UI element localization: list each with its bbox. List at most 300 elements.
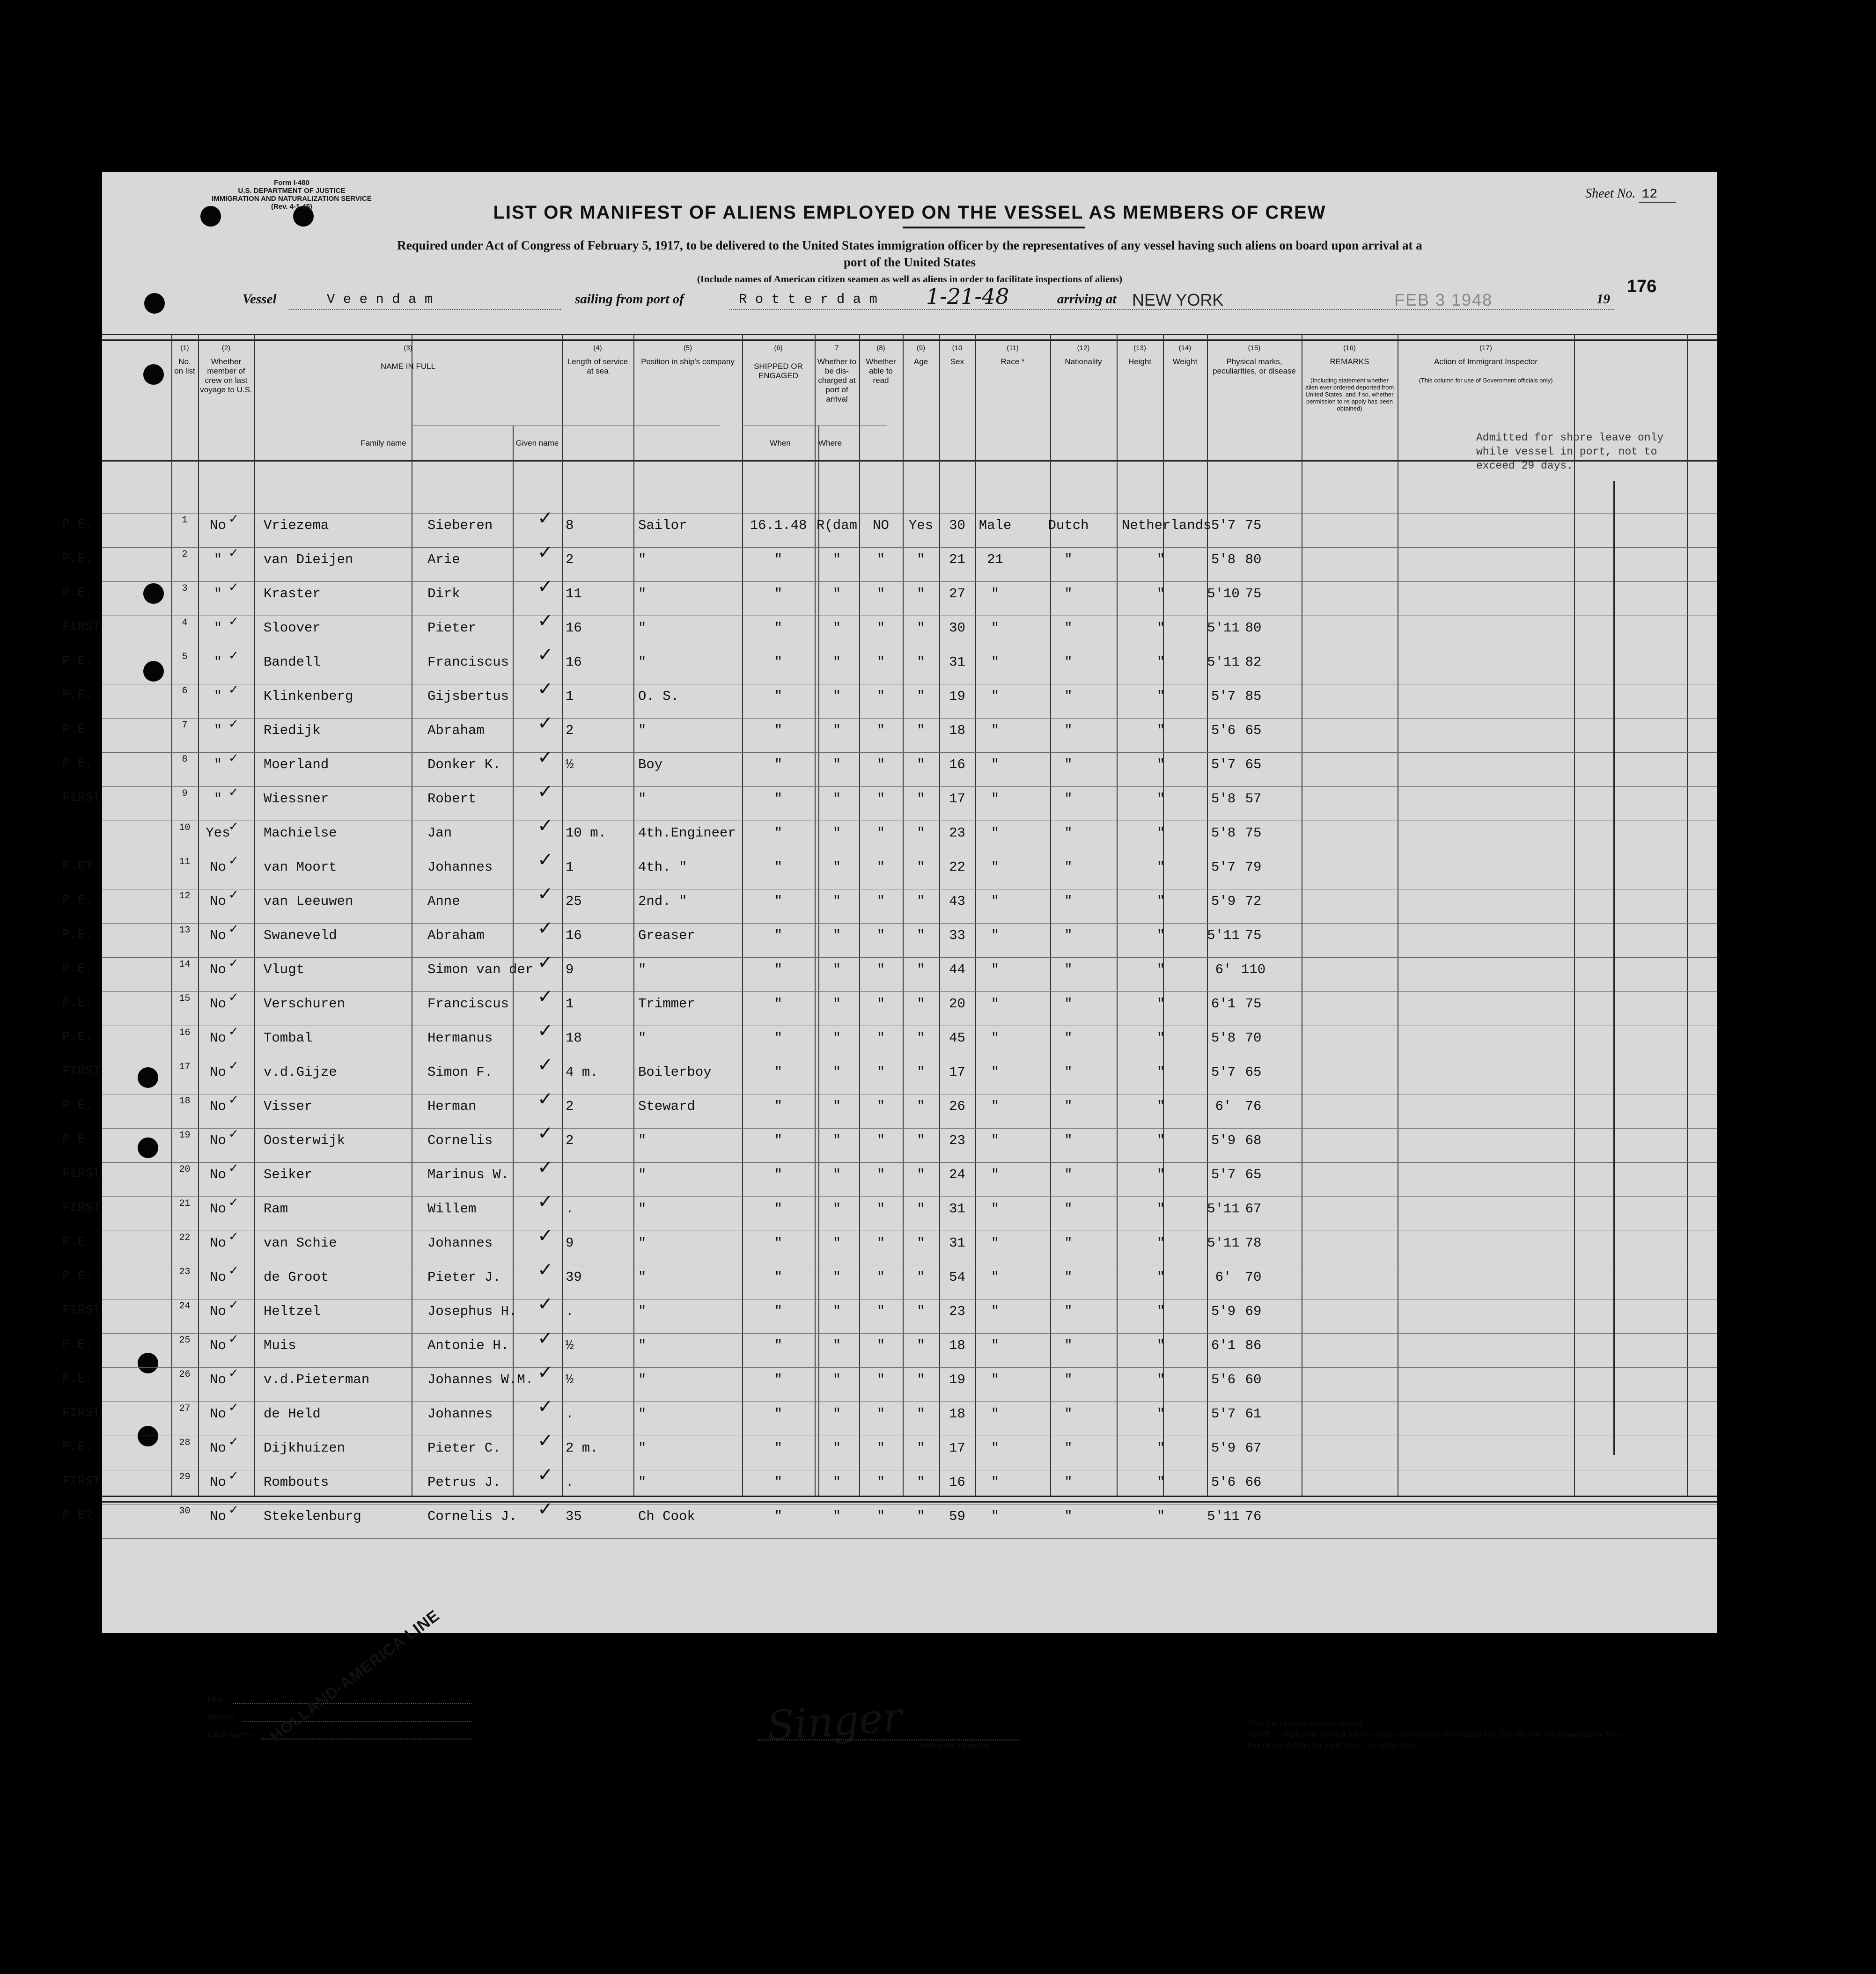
cell-nat: "	[1156, 620, 1165, 636]
check-icon: ✓	[228, 991, 239, 1005]
cell-weight: 65	[1245, 1167, 1262, 1182]
cell-family: Rombouts	[264, 1475, 329, 1490]
cell-sex: "	[991, 723, 1000, 738]
cell-no: 25	[179, 1335, 191, 1346]
cell-length: 18	[566, 1030, 582, 1046]
cell-weight: 60	[1245, 1372, 1262, 1387]
cell-given: Franciscus	[427, 996, 509, 1012]
cell-disch: "	[876, 791, 885, 807]
cell-read: "	[917, 928, 925, 943]
cell-length: 16	[566, 928, 582, 943]
cell-position: "	[638, 723, 647, 738]
row-line-19	[102, 1162, 1717, 1163]
cell-given: Franciscus	[427, 654, 509, 670]
department: U.S. DEPARTMENT OF JUSTICE	[238, 187, 346, 195]
cell-sex: Male	[978, 518, 1012, 533]
cell-family: Seiker	[264, 1167, 313, 1182]
column-header: REMARKS	[1330, 357, 1369, 366]
cell-last: "	[213, 654, 222, 670]
cell-read: "	[917, 1201, 925, 1217]
cell-weight: 67	[1245, 1201, 1262, 1217]
cell-when: "	[774, 1406, 783, 1422]
cell-family: Verschuren	[264, 996, 346, 1012]
cell-when: "	[774, 689, 783, 704]
cell-length: 1	[566, 689, 574, 704]
cell-length: 11	[566, 586, 582, 602]
cell-nat: "	[1156, 962, 1165, 977]
column-line-4	[562, 334, 563, 1496]
check-icon: ✓	[228, 751, 239, 765]
check-icon: ✓	[537, 815, 553, 837]
cell-weight: 69	[1245, 1304, 1262, 1319]
column-number: (5)	[683, 344, 692, 352]
row-line-13	[102, 957, 1717, 958]
cell-age: 18	[949, 1406, 965, 1422]
check-icon: ✓	[228, 615, 239, 629]
cell-position: Sailor	[638, 518, 687, 533]
cell-height: 5'7	[1211, 689, 1236, 704]
cell-position: "	[638, 1235, 647, 1251]
cell-when: "	[774, 620, 783, 636]
check-icon: ✓	[228, 1025, 239, 1039]
column-header: No. on list	[174, 357, 195, 375]
cell-class: P.E.	[62, 757, 93, 771]
row-line-2	[102, 581, 1717, 582]
cell-length: 25	[566, 894, 582, 909]
cell-age: 21	[949, 552, 965, 567]
cell-where: R(dam	[816, 518, 857, 533]
arriving-label: arriving at	[1057, 292, 1117, 307]
check-icon: ✓	[537, 1430, 553, 1452]
cell-last: "	[213, 791, 222, 807]
cell-race: "	[1064, 1270, 1073, 1285]
check-icon: ✓	[228, 820, 239, 834]
cell-family: v.d.Gijze	[264, 1064, 337, 1080]
cell-race: "	[1064, 996, 1073, 1012]
cell-where: "	[832, 791, 841, 807]
cell-read: "	[917, 1304, 925, 1319]
cell-weight: 70	[1245, 1270, 1262, 1285]
cell-nat: "	[1156, 928, 1165, 943]
cell-where: "	[832, 1475, 841, 1490]
check-icon: ✓	[228, 1469, 239, 1483]
cell-last: No	[210, 1167, 226, 1182]
cell-family: van Dieijen	[264, 552, 353, 567]
cell-sex: "	[991, 1440, 1000, 1456]
cell-nat: "	[1156, 1235, 1165, 1251]
cell-height: 5'11	[1207, 1235, 1240, 1251]
cell-given: Simon F.	[427, 1064, 493, 1080]
cell-position: Trimmer	[638, 996, 695, 1012]
cell-length: 16	[566, 620, 582, 636]
column-line-12	[1050, 334, 1051, 1496]
cell-age: 17	[949, 1064, 965, 1080]
cell-age: 19	[949, 689, 965, 704]
cell-race: Dutch	[1048, 518, 1089, 533]
cell-height: 5'11	[1207, 654, 1240, 670]
cell-read: "	[917, 1406, 925, 1422]
cell-length: .	[566, 1475, 574, 1490]
cell-when: "	[774, 1338, 783, 1353]
column-number: (6)	[774, 344, 783, 352]
page-number: 176	[1627, 277, 1657, 296]
row-line-18	[102, 1128, 1717, 1129]
cell-read: "	[917, 825, 925, 841]
cell-class: P.E.	[62, 518, 93, 532]
cell-no: 11	[179, 857, 191, 867]
cell-class: P.E.	[62, 1440, 93, 1454]
cell-given: Robert	[427, 791, 477, 807]
cell-no: 12	[179, 891, 191, 902]
cell-where: "	[832, 1201, 841, 1217]
cell-race: "	[1064, 962, 1073, 977]
cell-last: No	[210, 1509, 226, 1524]
cell-class: P.E.	[62, 1338, 93, 1352]
cell-read: "	[917, 1270, 925, 1285]
service: IMMIGRATION AND NATURALIZATION SERVICE	[212, 195, 372, 203]
row-line-8	[102, 786, 1717, 787]
check-icon: ✓	[228, 580, 239, 594]
cell-race: "	[1064, 928, 1073, 943]
cell-length: 9	[566, 1235, 574, 1251]
column-header: Physical marks, peculiarities, or disease	[1213, 357, 1296, 375]
cell-family: van Moort	[264, 859, 337, 875]
cell-nat: "	[1156, 1475, 1165, 1490]
table-top-border	[102, 334, 1717, 335]
check-icon: ✓	[228, 1401, 239, 1415]
cell-length: .	[566, 1406, 574, 1422]
cell-disch: "	[876, 996, 885, 1012]
cell-read: "	[917, 859, 925, 875]
cell-family: Dijkhuizen	[264, 1440, 346, 1456]
cell-age: 17	[949, 1440, 965, 1456]
cell-length: 10 m.	[566, 825, 607, 841]
cell-nat: "	[1156, 757, 1165, 772]
cell-class: P.E.	[62, 996, 93, 1010]
column-line-10	[939, 334, 940, 1496]
cell-sex: "	[991, 654, 1000, 670]
cell-given: Jan	[427, 825, 452, 841]
cell-nat: "	[1156, 1372, 1165, 1387]
cell-disch: "	[876, 859, 885, 875]
cell-race: "	[1064, 859, 1073, 875]
inspector-signature: Singer	[765, 1694, 904, 1750]
cell-last: "	[213, 689, 222, 704]
cell-height: 5'11	[1207, 620, 1240, 636]
cell-position: "	[638, 1270, 647, 1285]
cell-last: "	[213, 757, 222, 772]
cell-when: "	[774, 962, 783, 977]
cell-position: O. S.	[638, 689, 679, 704]
cell-nat: "	[1156, 1167, 1165, 1182]
cell-family: Machielse	[264, 825, 337, 841]
cell-read: "	[917, 1338, 925, 1353]
cell-where: "	[832, 1304, 841, 1319]
cell-class: P.E.	[62, 654, 93, 668]
cell-race: "	[1064, 1030, 1073, 1046]
cell-weight: 75	[1245, 586, 1262, 602]
cell-disch: NO	[873, 518, 889, 533]
cell-class: P.E.	[62, 962, 93, 976]
cell-last: No	[210, 1304, 226, 1319]
check-icon: ✓	[537, 1020, 553, 1042]
cell-weight: 82	[1245, 654, 1262, 670]
cell-position: "	[638, 791, 647, 807]
cell-race: "	[1064, 1167, 1073, 1182]
cell-height: 5'9	[1211, 894, 1236, 909]
cell-length: 2 m.	[566, 1440, 598, 1456]
cell-where: "	[832, 825, 841, 841]
cell-read: "	[917, 620, 925, 636]
cell-where: "	[832, 962, 841, 977]
cell-where: "	[832, 1167, 841, 1182]
cell-no: 19	[179, 1130, 191, 1141]
cell-class: P.E?	[62, 1509, 93, 1523]
check-icon: ✓	[537, 576, 553, 597]
column-line-19	[1687, 334, 1688, 1496]
column-number: (8)	[876, 344, 885, 352]
check-icon: ✓	[537, 1396, 553, 1417]
column-number: (14)	[1178, 344, 1192, 352]
cell-race: "	[1064, 1304, 1073, 1319]
cell-where: "	[832, 1064, 841, 1080]
check-icon: ✓	[228, 649, 239, 663]
cell-disch: "	[876, 825, 885, 841]
check-icon: ✓	[228, 1161, 239, 1175]
cell-age: 18	[949, 723, 965, 738]
cell-no: 2	[182, 549, 188, 560]
cell-when: "	[774, 859, 783, 875]
document-title: LIST OR MANIFEST OF ALIENS EMPLOYED ON THE VESSEL AS MEMBERS OF CREW	[493, 202, 1326, 223]
cell-sex: "	[991, 791, 1000, 807]
cell-where: "	[832, 723, 841, 738]
cell-position: "	[638, 1338, 647, 1353]
cell-race: "	[1064, 825, 1073, 841]
cell-given: Simon van der	[427, 962, 534, 977]
cell-length: 2	[566, 1099, 574, 1114]
column-header: Weight	[1172, 357, 1198, 366]
cell-given: Johannes	[427, 859, 493, 875]
form-revision: (Rev. 4-1-45)	[271, 203, 313, 211]
table-bottom-border-2	[102, 1501, 1717, 1503]
cell-no: 3	[182, 583, 188, 594]
cell-read: "	[917, 1030, 925, 1046]
cell-family: van Schie	[264, 1235, 337, 1251]
cell-sex: "	[991, 962, 1000, 977]
cell-nat: "	[1156, 689, 1165, 704]
cell-where: "	[832, 1099, 841, 1114]
cell-family: de Held	[264, 1406, 321, 1422]
cell-length: ½	[566, 1372, 574, 1387]
cell-given: Petrus J.	[427, 1475, 501, 1490]
cell-age: 30	[949, 518, 965, 533]
cell-given: Cornelis J.	[427, 1509, 517, 1524]
cell-given: Dirk	[427, 586, 460, 602]
cell-race: "	[1064, 1235, 1073, 1251]
cell-weight: 68	[1245, 1133, 1262, 1148]
cell-read: "	[917, 1099, 925, 1114]
check-icon: ✓	[228, 1230, 239, 1244]
cell-where: "	[832, 928, 841, 943]
cell-disch: "	[876, 1304, 885, 1319]
cell-when: "	[774, 757, 783, 772]
check-icon: ✓	[537, 917, 553, 939]
check-icon: ✓	[537, 747, 553, 768]
cell-age: 31	[949, 1235, 965, 1251]
check-icon: ✓	[228, 1503, 239, 1517]
penalty-note: NOTE. —Failure to furnish full or correct information in columns (3), (5), (6), and (7) is punishable by a fine of ten dollars for each alien. See other side.	[1247, 1730, 1621, 1751]
line-label: Line	[207, 1695, 223, 1703]
cell-age: 26	[949, 1099, 965, 1114]
cell-height: 6'	[1215, 1099, 1232, 1114]
column-header: Nationality	[1065, 357, 1102, 366]
cell-read: "	[917, 723, 925, 738]
cell-height: 5'8	[1211, 825, 1236, 841]
cell-family: Wiessner	[264, 791, 329, 807]
cell-given: Pieter	[427, 620, 477, 636]
cell-weight: 61	[1245, 1406, 1262, 1422]
cell-given: Hermanus	[427, 1030, 493, 1046]
cell-when: "	[774, 1372, 783, 1387]
cell-length: 2	[566, 723, 574, 738]
cell-nat: "	[1156, 825, 1165, 841]
cell-position: Ch Cook	[638, 1509, 695, 1524]
cell-nat: "	[1156, 1338, 1165, 1353]
cell-age: 16	[949, 1475, 965, 1490]
column-line-11	[975, 334, 976, 1496]
cell-when: "	[774, 791, 783, 807]
column-number: (9)	[916, 344, 926, 352]
column-detail: (This column for use of Government officials only)	[1419, 377, 1553, 384]
check-icon: ✓	[537, 610, 553, 631]
cell-no: 23	[179, 1267, 191, 1277]
sheet-value: 12	[1639, 187, 1676, 203]
cell-weight: 72	[1245, 894, 1262, 909]
cell-disch: "	[876, 962, 885, 977]
cell-length: 35	[566, 1509, 582, 1524]
cell-where: "	[832, 552, 841, 567]
cell-weight: 67	[1245, 1440, 1262, 1456]
cell-read: "	[917, 689, 925, 704]
row-line-24	[102, 1333, 1717, 1334]
cell-height: 5'6	[1211, 1372, 1236, 1387]
cell-disch: "	[876, 723, 885, 738]
cell-when: "	[774, 1270, 783, 1285]
cell-race: "	[1064, 894, 1073, 909]
cell-race: "	[1064, 552, 1073, 567]
cell-race: "	[1064, 1099, 1073, 1114]
cell-nat: "	[1156, 723, 1165, 738]
column-header: Race *	[1001, 357, 1025, 366]
check-icon: ✓	[537, 1498, 553, 1520]
cell-sex: "	[991, 1030, 1000, 1046]
row-line-25	[102, 1367, 1717, 1368]
sailing-port: R o t t e r d a m	[739, 292, 877, 307]
column-number: (11)	[1007, 344, 1019, 352]
cell-nat: "	[1156, 1030, 1165, 1046]
year-label: 19	[1596, 292, 1610, 307]
cell-age: 54	[949, 1270, 965, 1285]
cell-class: P.E.	[62, 1099, 93, 1113]
check-icon: ✓	[537, 1191, 553, 1212]
cell-family: Stekelenburg	[264, 1509, 361, 1524]
cell-height: 5'11	[1207, 1509, 1240, 1524]
cell-race: "	[1064, 1372, 1073, 1387]
cell-nat: "	[1156, 1509, 1165, 1524]
cell-no: 13	[179, 925, 191, 936]
check-icon: ✓	[228, 1298, 239, 1312]
cell-class: FIRST	[62, 1064, 101, 1079]
check-icon: ✓	[537, 883, 553, 905]
cell-when: "	[774, 1133, 783, 1148]
check-icon: ✓	[228, 1196, 239, 1210]
table-top-border-2	[102, 339, 1717, 341]
column-line-2	[254, 334, 255, 1496]
cell-disch: "	[876, 1201, 885, 1217]
cell-last: "	[213, 586, 222, 602]
cell-disch: "	[876, 1372, 885, 1387]
cell-no: 20	[179, 1164, 191, 1175]
check-icon: ✓	[537, 1157, 553, 1178]
cell-family: Moerland	[264, 757, 329, 772]
cell-disch: "	[876, 1235, 885, 1251]
cell-sex: "	[991, 1304, 1000, 1319]
cell-class: FIRST	[62, 620, 101, 634]
cell-no: 9	[182, 788, 188, 799]
check-icon: ✓	[228, 717, 239, 731]
column-line-0	[171, 334, 172, 1496]
cell-class: P.E	[62, 1133, 85, 1147]
cell-class: P.E.	[62, 1270, 93, 1284]
column-number: (2)	[221, 344, 231, 352]
check-icon: ✓	[537, 986, 553, 1007]
cell-sex: 21	[987, 552, 1003, 567]
column-line-7	[815, 334, 816, 1496]
cell-last: No	[210, 1030, 226, 1046]
cell-when: "	[774, 825, 783, 841]
cell-height: 5'9	[1211, 1304, 1236, 1319]
remark-shore-leave: Admitted for shore leave only while vessel in port, not to exceed 29 days.	[1476, 432, 1664, 472]
cell-nat: "	[1156, 791, 1165, 807]
cell-last: No	[210, 1270, 226, 1285]
cell-family: v.d.Pieterman	[264, 1372, 370, 1387]
check-icon: ✓	[228, 1366, 239, 1380]
column-number: (16)	[1343, 344, 1356, 352]
cell-disch: "	[876, 1167, 885, 1182]
row-line-14	[102, 991, 1717, 992]
cell-when: "	[774, 1099, 783, 1114]
cell-where: "	[832, 1030, 841, 1046]
cell-weight: 57	[1245, 791, 1262, 807]
cell-family: Tombal	[264, 1030, 313, 1046]
cell-age: 43	[949, 894, 965, 909]
cell-class: P.E.	[62, 689, 93, 703]
cell-length: 2	[566, 552, 574, 567]
cell-when: "	[774, 894, 783, 909]
cell-position: "	[638, 1304, 647, 1319]
cell-sex: "	[991, 1372, 1000, 1387]
check-icon: ✓	[228, 1059, 239, 1073]
cell-class: P.E.	[62, 1030, 93, 1044]
column-header: Position in ship's company	[641, 357, 735, 366]
cell-weight: 85	[1245, 689, 1262, 704]
cell-weight: 75	[1245, 996, 1262, 1012]
cell-position: "	[638, 962, 647, 977]
cell-family: Visser	[264, 1099, 313, 1114]
cell-no: 29	[179, 1472, 191, 1482]
cell-age: 23	[949, 1133, 965, 1148]
cell-last: No	[210, 894, 226, 909]
